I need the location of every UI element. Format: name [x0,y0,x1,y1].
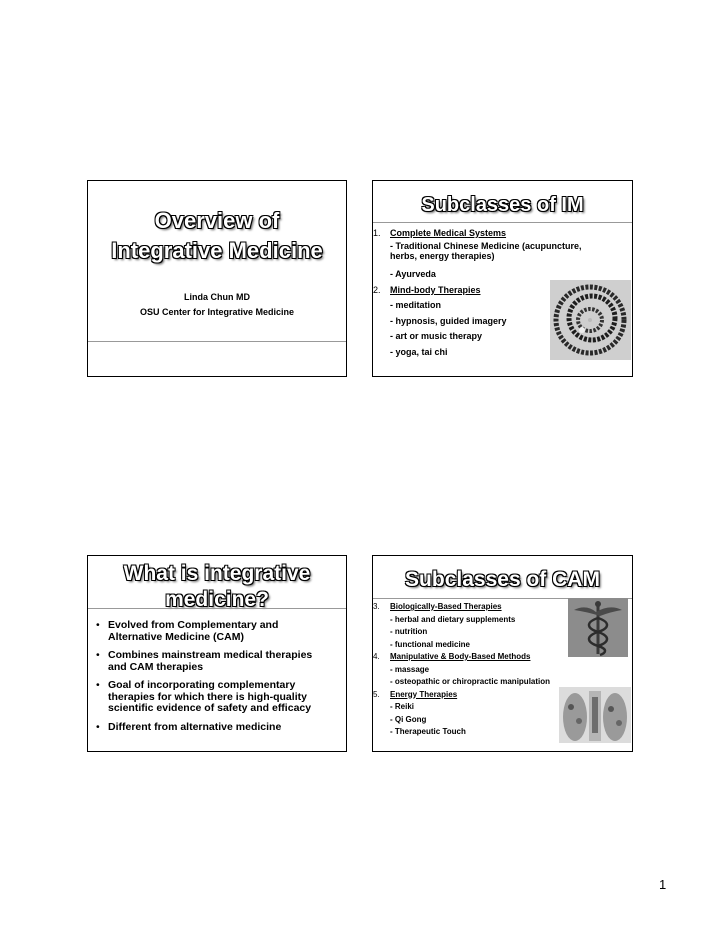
slide-what-is-im [87,555,347,752]
list-item: - massage [390,664,430,674]
list-item: - Reiki [390,702,415,711]
list-item [94,680,338,715]
caduceus-photo [568,598,628,657]
bullet-text: and CAM therapies [108,660,204,673]
list-item: - Ayurveda [390,269,436,279]
bullet-icon: • [96,720,100,733]
list-item: - functional medicine [390,639,471,649]
list-item: - art or music therapy [390,331,483,341]
slide-subclasses-cam [372,555,633,752]
list-heading: Manipulative & Body-Based Methods [390,652,531,661]
list-item: - Qi Gong [390,714,427,724]
list-item: - Traditional Chinese Medicine (acupuncture, [390,241,582,251]
slide-title-line1: What is integrative [123,562,311,585]
list-heading: Mind-body Therapies [390,285,481,295]
slide-title: Subclasses of CAM [405,568,600,591]
reflexology-feet-photo [559,687,631,743]
slide-divider [373,222,632,223]
slide-subclasses-im [372,180,633,377]
slide-title: Subclasses of IM [421,194,584,216]
bullet-list [94,620,338,740]
bullet-text: therapies for which there is high-quality [108,690,307,703]
slide-divider [88,608,346,609]
list-marker: 3. [373,602,380,611]
bullet-icon: • [96,649,100,661]
list-marker: 1. [373,228,381,238]
bullet-text: Evolved from Complementary and [108,619,279,631]
list-item: - osteopathic or chiropractic manipulation [390,677,551,686]
list-item: - hypnosis, guided imagery [390,316,507,326]
slide-title-line2: medicine? [165,588,269,611]
page-number: 1 [659,877,667,892]
slide-title-line2: Integrative Medicine [111,238,323,263]
bullet-text: Goal of incorporating complementary [108,679,296,691]
list-item: - meditation [390,300,441,310]
list-item: herbs, energy therapies) [390,251,495,261]
list-item: - herbal and dietary supplements [390,614,516,624]
bullet-text: Different from alternative medicine [108,720,282,733]
list-heading: Biologically-Based Therapies [390,602,502,611]
bullet-text: Alternative Medicine (CAM) [108,630,244,643]
author-name: Linda Chun MD [184,292,250,302]
list-item: - nutrition [390,627,428,636]
list-marker: 4. [373,652,380,661]
list-item [94,650,338,673]
list-heading: Energy Therapies [390,689,458,699]
prayer-beads-icon [550,280,631,360]
slide-title-line1: Overview of [154,208,280,233]
slide-overview [87,180,347,377]
author-affiliation: OSU Center for Integrative Medicine [139,307,295,317]
reflexology-icon [559,687,631,743]
prayer-beads-photo [550,280,631,360]
list-item [94,722,338,734]
list-item: - Therapeutic Touch [390,727,466,736]
list-heading: Complete Medical Systems [390,228,507,238]
bullet-icon: • [96,619,100,631]
list-item [94,620,338,643]
list-item: - yoga, tai chi [390,347,448,357]
slide-divider [88,341,346,342]
bullet-icon: • [96,679,100,691]
caduceus-icon [568,598,628,657]
list-marker: 5. [373,689,380,699]
bullet-text: Combines mainstream medical therapies [108,649,313,661]
bullet-text: scientific evidence of safety and efficacy [108,702,312,714]
list-marker: 2. [373,285,381,295]
